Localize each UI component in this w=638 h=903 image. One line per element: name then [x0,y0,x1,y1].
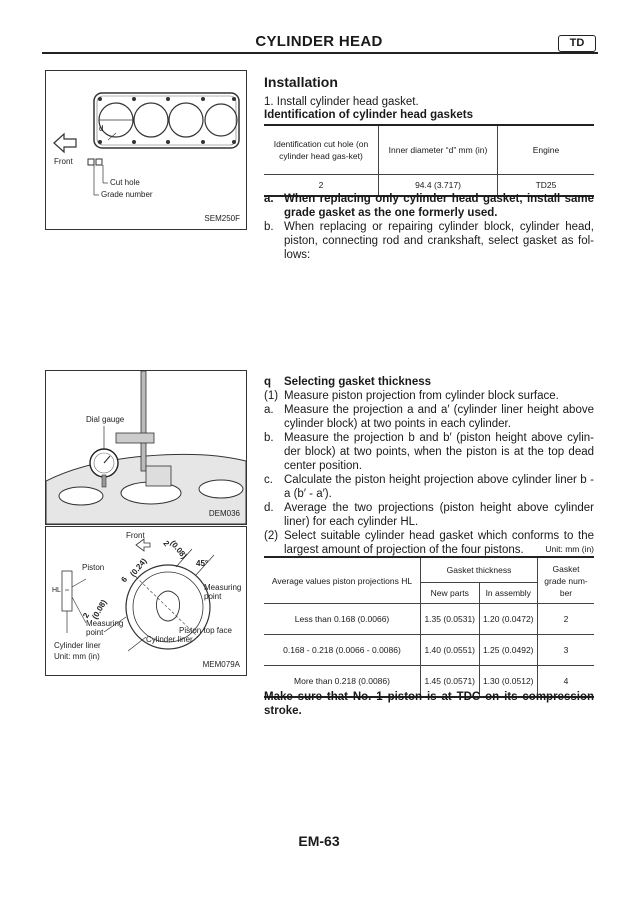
cell-avg: 0.168 - 0.218 (0.0066 - 0.0086) [264,635,421,666]
cell-engine: TD25 [498,175,595,197]
header-avg-projection: Average values piston projections HL [264,557,421,604]
piston-measuring-figure [45,526,247,676]
table-row [264,604,594,635]
header-in-assembly: In assembly [479,583,538,604]
gasket-figure [45,70,247,230]
dim-024: (0.24) [128,556,149,579]
table-header-row [264,125,594,175]
cell-new: 1.35 (0.0531) [421,604,480,635]
list-item: d. Average the two projections (piston height above cylinder liner) for each cylinder HL. [264,502,594,528]
piston-label: Piston [82,563,105,572]
page-title: CYLINDER HEAD [255,33,383,50]
notes-list [264,192,594,262]
header-gasket-thickness: Gasket thickness [421,557,538,583]
measuring-point-right-label: Measuring point [204,583,242,601]
table-unit: Unit: mm (in) [545,544,594,554]
gasket-drawing [46,71,246,229]
diameter-label: d [99,124,104,133]
cell-assembly: 1.25 (0.0492) [479,635,538,666]
installation-heading: Installation [264,74,338,90]
list-item: c. Calculate the piston height projection above cylinder liner b - a (b′ - a′). [264,474,594,500]
cylinder-liner-mid-label: Cylinder liner [146,635,193,644]
figure-code: MEM079A [202,660,240,669]
header-grade-number: Gasket grade num-ber [538,557,595,604]
cell-grade: 3 [538,635,595,666]
header-rule [42,52,598,54]
gasket-thickness-table-wrap [264,556,594,698]
dim-45: 45° [196,559,209,568]
gasket-thickness-table [264,556,594,698]
front-label: Front [54,157,73,166]
header-cut-hole: Identification cut hole (on cylinder head gas-ket) [264,125,379,175]
front-arrow-icon [54,134,76,152]
dim-2-left: 2 [81,611,92,620]
step-1: 1. Install cylinder head gasket. [264,96,419,108]
cell-grade: 4 [538,666,595,698]
front-arrow-icon [136,539,150,551]
selecting-heading: q Selecting gasket thickness [264,376,432,388]
dim-008-top: (0.08) [168,538,189,561]
gasket-identification-table-wrap [264,124,594,197]
unit-label: Unit: mm (in) [54,652,100,661]
selecting-section [264,375,594,557]
front-label: Front [126,531,145,540]
cell-new: 1.40 (0.0551) [421,635,480,666]
cell-cut-hole: 2 [264,175,379,197]
cell-new: 1.45 (0.0571) [421,666,480,698]
cell-avg: Less than 0.168 (0.0066) [264,604,421,635]
dial-gauge-figure [45,370,247,525]
dim-008-left: (0.08) [90,598,109,621]
table-row [264,635,594,666]
page-number: EM-63 [298,833,340,849]
gasket-identification-heading: Identification of cylinder head gaskets [264,109,473,121]
cell-grade: 2 [538,604,595,635]
dim-6: 6 [119,574,130,585]
figure-code: DEM036 [208,509,240,518]
dial-gauge-drawing [46,371,246,524]
figure-code: SEM250F [204,214,240,223]
list-item: b. Measure the projection b and b′ (piston height above cylin-der block) at two points, when the piston is at the top dead center position. [264,432,594,472]
dial-gauge-label: Dial gauge [86,415,125,424]
cell-avg: More than 0.218 (0.0086) [264,666,421,698]
grade-number-label: Grade number [101,190,153,199]
cell-assembly: 1.30 (0.0512) [479,666,538,698]
cell-assembly: 1.20 (0.0472) [479,604,538,635]
note-a: a. When replacing only cylinder head gasket, install same grade gasket as the one formerly used. [264,193,594,219]
final-note: Make sure that No. 1 piston is at TDC on its compression stroke. [264,691,594,717]
table-header-row [264,557,594,583]
header-inner-diameter: Inner diameter “d” mm (in) [379,125,498,175]
cell-inner-diameter: 94.4 (3.717) [379,175,498,197]
dim-2-top: 2 [161,538,172,549]
list-item: a. Measure the projection a and a′ (cylinder liner height above cylinder block) at two points in each cylinder. [264,404,594,430]
piston-top-face-label: Piston top face [179,626,232,635]
engine-tag: TD [558,35,596,52]
measuring-point-left-label: Measuring point [86,619,124,637]
list-item: (2) Select suitable cylinder head gasket which conforms to the largest amount of projection of the four pistons. [264,530,594,556]
gasket-identification-table [264,124,594,197]
header-new-parts: New parts [421,583,480,604]
header-engine: Engine [498,125,595,175]
note-b: b. When replacing or repairing cylinder block, cylinder head, piston, connecting rod and crankshaft, select gasket as fol-lows: [264,221,594,261]
list-item: (1) Measure piston projection from cylinder block surface. [264,390,559,402]
cut-hole-label: Cut hole [110,178,140,187]
cylinder-liner-left-label: Cylinder liner [54,641,101,650]
hl-label: HL [52,587,61,594]
